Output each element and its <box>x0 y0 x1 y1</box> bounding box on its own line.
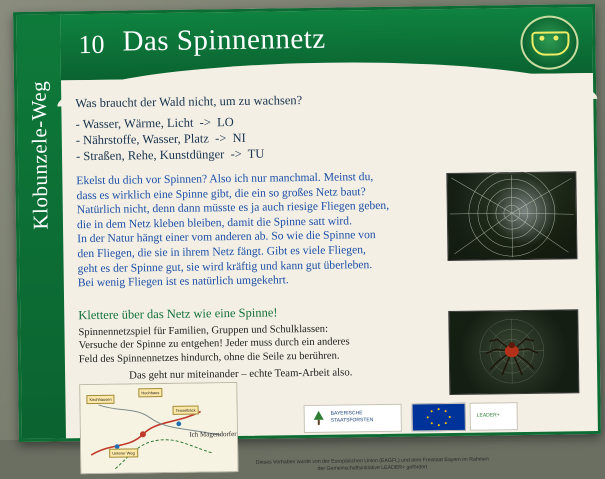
page-title: Das Spinnennetz <box>122 22 326 58</box>
bayerische-staatsforsten-line2: STAATSFORSTEN <box>330 417 374 424</box>
quiz-question-title: Was braucht der Wald nicht, um zu wachsen? <box>75 93 303 111</box>
spider-web-photo <box>446 171 577 261</box>
eu-flag-logo <box>412 403 466 432</box>
map-label-0: Kirchhausen <box>86 395 114 404</box>
activity-heading: Klettere über das Netz wie eine Spinne! <box>78 305 278 323</box>
activity-line: Feld des Spinnennetzes hindurch, ohne die Seile zu berühren. <box>78 350 340 366</box>
leader-plus-label: LEADER+ <box>476 412 500 419</box>
map-label-2: Teuselbäck <box>173 406 199 415</box>
vertical-title-band <box>16 14 66 439</box>
spider-photo <box>448 309 579 395</box>
activity-description <box>78 321 459 367</box>
bayerische-staatsforsten-line1: BAYERISCHE <box>330 410 363 417</box>
municipality-logo: Ich Magendorfer <box>189 430 237 439</box>
tree-icon <box>310 410 328 428</box>
station-number: 10 <box>78 29 105 60</box>
story-line: Bei wenig Fliegen ist es natürlich umgekehrt. <box>77 273 289 290</box>
story-line: geht es der Spinne gut, sie wird kräftig und kann gut überleben. <box>77 257 373 275</box>
quiz-question-block <box>75 92 406 165</box>
spider-illustration <box>449 310 578 394</box>
sponsor-logo-strip <box>247 395 592 466</box>
information-sign-board <box>13 4 601 472</box>
story-line: die in dem Netz kleben bleiben, damit die Spinne satt wird. <box>76 214 353 231</box>
quiz-option-3: - Straßen, Rehe, Kunstdünger -> TU <box>75 146 265 164</box>
owl-eye-right-icon <box>553 35 558 40</box>
leader-plus-logo <box>470 402 518 431</box>
bayerische-staatsforsten-logo <box>304 404 402 433</box>
sign-content <box>61 77 598 472</box>
owl-face-logo-icon <box>520 15 579 70</box>
quiz-option-2: - Nährstoffe, Wasser, Platz -> NI <box>75 130 246 148</box>
activity-line: Versuche der Spinne zu entgehen! Jeder muss durch ein anderes <box>78 336 350 352</box>
map-label-3: Unterer Weg <box>109 448 138 457</box>
story-line: Natürlich nicht, denn dann müsste es ja auch riesige Fliegen geben, <box>76 199 390 217</box>
spider-web-illustration <box>447 172 576 260</box>
owl-eye-left-icon <box>539 36 544 41</box>
story-line: Ekelst du dich vor Spinnen? Also ich nur manchmal. Meinst du, <box>76 170 374 188</box>
story-line: In der Natur hängt einer vom anderen ab. So wie die Spinne von <box>77 228 376 246</box>
trail-map <box>79 382 238 474</box>
trail-name-vertical: Klobunzele-Weg <box>26 80 53 230</box>
quiz-option-1: - Wasser, Wärme, Licht -> LO <box>75 115 234 132</box>
teamwork-line: Das geht nur miteinander – echte Team-Arbeit also. <box>129 366 353 382</box>
story-line: den Fliegen, die sie in ihrem Netz fängt. Gibt es viele Fliegen, <box>77 243 366 261</box>
activity-line: Spinnennetzspiel für Familien, Gruppen und Schulklassen: <box>78 323 329 339</box>
story-paragraph <box>76 170 414 291</box>
story-line: dass es wirklich eine Spinne gibt, die ein so großes Netz baut? <box>76 184 366 202</box>
eu-stars-icon <box>413 404 465 431</box>
funding-note: Dieses Vorhaben wurde von der Europäischen Union (EAGFL) und dem Freistaat Bayern im Rahmen der Gemeinschaftsinitiative LEADER+ gefördert <box>255 456 489 472</box>
owl-face-shape <box>531 31 569 56</box>
map-label-1: Hochhaus <box>138 388 162 397</box>
